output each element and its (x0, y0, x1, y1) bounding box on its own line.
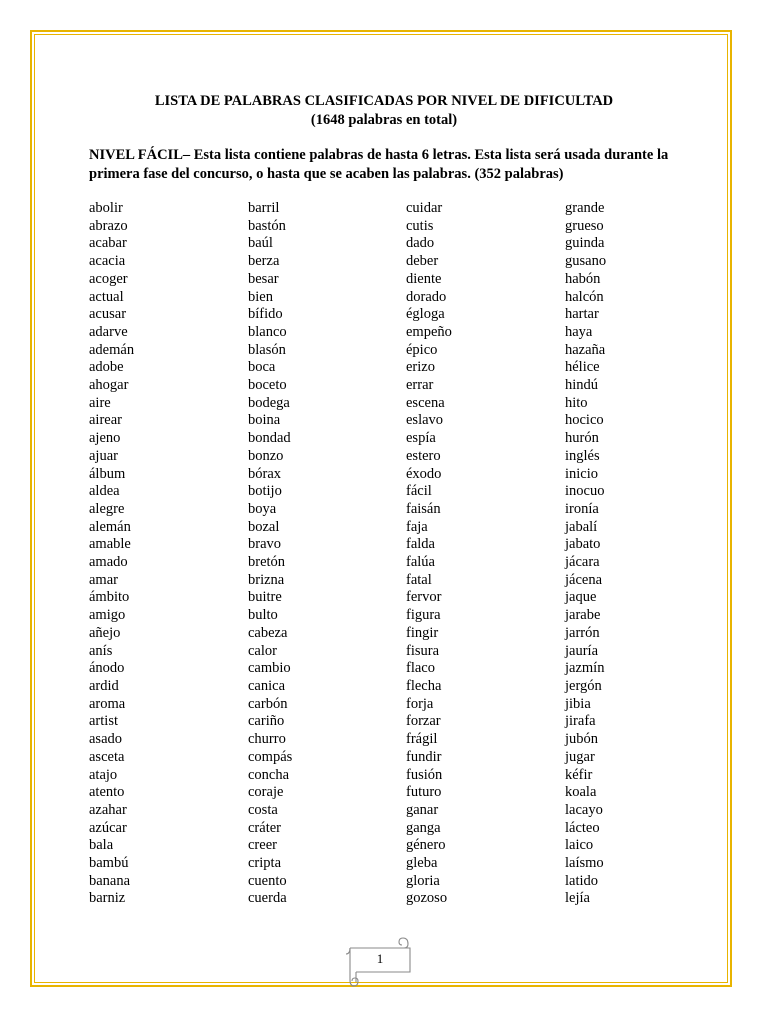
page-number: 1 (376, 951, 384, 966)
word-item: amigo (89, 607, 126, 624)
word-item: jarabe (565, 607, 601, 624)
word-item: bastón (248, 217, 286, 234)
word-item: bodega (248, 394, 290, 411)
word-item: ámbito (89, 589, 130, 606)
word-item: bravo (248, 536, 282, 553)
word-item: cambio (248, 660, 291, 677)
word-item: creer (248, 837, 277, 854)
word-item: añejo (89, 624, 121, 641)
word-item: hito (565, 394, 588, 411)
word-column-2 (248, 200, 292, 908)
word-item: falúa (406, 554, 435, 571)
word-item: lácteo (565, 819, 600, 836)
word-item: actual (89, 288, 124, 305)
word-item: égloga (406, 306, 445, 323)
word-item: guinda (565, 235, 605, 252)
word-item: banana (89, 872, 131, 889)
word-item: amado (89, 554, 128, 571)
word-item: empeño (406, 323, 452, 340)
word-item: cuerda (248, 890, 287, 907)
word-item: jaque (565, 589, 597, 606)
word-item: berza (248, 253, 280, 270)
word-item: kéfir (565, 766, 593, 783)
word-item: acabar (89, 235, 127, 252)
word-item: airear (89, 412, 122, 429)
word-item: figura (406, 607, 441, 624)
word-column-3 (406, 200, 452, 908)
word-item: jabato (565, 536, 601, 553)
word-item: flecha (406, 677, 442, 694)
word-item: calor (248, 642, 277, 659)
word-item: hindú (565, 377, 599, 394)
word-item: botijo (248, 483, 282, 500)
word-item: forja (406, 695, 434, 712)
word-item: haya (565, 323, 593, 340)
word-item: koala (565, 784, 597, 801)
word-item: escena (406, 394, 445, 411)
word-item: amar (89, 571, 118, 588)
word-item: halcón (565, 288, 604, 305)
word-item: adobe (89, 359, 124, 376)
word-item: grueso (565, 217, 604, 234)
word-item: cráter (248, 819, 281, 836)
word-item: barril (248, 200, 280, 216)
word-item: boina (248, 412, 281, 429)
word-item: cuidar (406, 200, 443, 216)
word-item: forzar (406, 713, 441, 730)
word-item: blanco (248, 323, 287, 340)
word-item: jauría (565, 642, 599, 659)
word-item: hartar (565, 306, 599, 323)
word-item: canica (248, 677, 286, 694)
word-item: jubón (565, 731, 599, 748)
word-item: asado (89, 731, 123, 748)
word-item: abrazo (89, 217, 128, 234)
word-item: blasón (248, 341, 286, 358)
word-column-1 (89, 200, 134, 908)
word-item: bala (89, 837, 114, 854)
word-item: fingir (406, 624, 439, 641)
word-item: cuento (248, 872, 287, 889)
word-item: ironía (565, 500, 599, 517)
word-item: alemán (89, 518, 131, 535)
word-item: alegre (89, 500, 125, 517)
word-item: erizo (406, 359, 435, 376)
word-item: jácara (565, 554, 600, 571)
word-item: gleba (406, 855, 438, 872)
word-item: boca (248, 359, 276, 376)
word-item: barniz (89, 890, 126, 907)
word-item: atento (89, 784, 125, 801)
word-item: dado (406, 235, 435, 252)
word-item: grande (565, 200, 605, 216)
word-item: laico (565, 837, 594, 854)
word-item: azúcar (89, 819, 127, 836)
word-item: laísmo (565, 855, 604, 872)
word-item: artist (89, 713, 118, 730)
word-item: ardid (89, 677, 119, 694)
word-item: bondad (248, 430, 291, 447)
word-item: género (406, 837, 446, 854)
word-item: acacia (89, 253, 126, 270)
word-item: cariño (248, 713, 285, 730)
word-item: inicio (565, 465, 599, 482)
word-item: buitre (248, 589, 282, 606)
word-item: bonzo (248, 447, 284, 464)
word-item: gusano (565, 253, 607, 270)
word-item: costa (248, 801, 278, 818)
word-item: cripta (248, 855, 282, 872)
word-item: cutis (406, 217, 434, 234)
word-item: futuro (406, 784, 442, 801)
word-item: asceta (89, 748, 125, 765)
word-item: ajeno (89, 430, 121, 447)
word-item: ánodo (89, 660, 125, 677)
word-item: fusión (406, 766, 443, 783)
word-item: fisura (406, 642, 440, 659)
word-item: bretón (248, 554, 286, 571)
word-item: abolir (89, 200, 123, 216)
word-item: atajo (89, 766, 118, 783)
word-column-4 (565, 200, 606, 908)
word-item: éxodo (406, 465, 442, 482)
word-item: boceto (248, 377, 287, 394)
word-item: jergón (565, 677, 602, 694)
word-item: acoger (89, 270, 128, 287)
word-item: jibia (565, 695, 591, 712)
word-item: bífido (248, 306, 283, 323)
word-item: bórax (248, 465, 282, 482)
document-subtitle: (1648 palabras en total) (310, 112, 458, 128)
word-item: ganga (406, 819, 441, 836)
word-item: fácil (406, 483, 432, 500)
word-item: hélice (565, 359, 600, 376)
word-item: fatal (406, 571, 432, 588)
word-item: faisán (406, 500, 441, 517)
word-item: carbón (248, 695, 288, 712)
word-item: cabeza (248, 624, 288, 641)
word-item: eslavo (406, 412, 444, 429)
word-item: aire (89, 394, 111, 411)
word-item: falda (406, 536, 435, 553)
word-item: aldea (89, 483, 120, 500)
word-item: jabalí (565, 518, 598, 535)
word-item: inocuo (565, 483, 605, 500)
word-item: ajuar (89, 447, 118, 464)
word-item: besar (248, 270, 279, 287)
word-item: lacayo (565, 801, 603, 818)
word-item: flaco (406, 660, 435, 677)
word-item: azahar (89, 801, 127, 818)
word-item: gozoso (406, 890, 448, 907)
document-title: LISTA DE PALABRAS CLASIFICADAS POR NIVEL DE DIFICULTAD (154, 93, 614, 109)
word-item: coraje (248, 784, 284, 801)
word-item: ademán (89, 341, 135, 358)
word-item: frágil (406, 731, 438, 748)
level-description: NIVEL FÁCIL– Esta lista contiene palabras de hasta 6 letras. Esta lista será usada durante la primera fase del concurso, o hasta que se acaben las palabras. (352 palabras) (89, 147, 669, 182)
word-item: espía (406, 430, 436, 447)
word-item: hurón (565, 430, 599, 447)
word-item: ganar (406, 801, 439, 818)
word-item: compás (248, 748, 293, 765)
word-item: latido (565, 872, 599, 889)
word-item: errar (406, 377, 434, 394)
word-item: gloria (406, 872, 440, 889)
word-item: aroma (89, 695, 126, 712)
word-item: anís (89, 642, 113, 659)
word-item: hocico (565, 412, 604, 429)
word-item: adarve (89, 323, 128, 340)
word-item: estero (406, 447, 441, 464)
word-item: dorado (406, 288, 447, 305)
word-item: faja (406, 518, 428, 535)
word-item: habón (565, 270, 601, 287)
word-item: bien (248, 288, 273, 305)
word-item: álbum (89, 465, 126, 482)
word-item: jarrón (565, 624, 600, 641)
word-item: concha (248, 766, 290, 783)
word-item: amable (89, 536, 131, 553)
word-item: hazaña (565, 341, 606, 358)
word-item: épico (406, 341, 438, 358)
word-item: fundir (406, 748, 442, 765)
word-item: lejía (565, 890, 590, 907)
word-item: jirafa (565, 713, 596, 730)
word-item: acusar (89, 306, 127, 323)
word-item: inglés (565, 447, 600, 464)
word-item: bozal (248, 518, 280, 535)
word-item: boya (248, 500, 277, 517)
word-item: jazmín (565, 660, 605, 677)
word-item: diente (406, 270, 442, 287)
word-item: ahogar (89, 377, 129, 394)
word-item: bulto (248, 607, 278, 624)
word-item: bambú (89, 855, 129, 872)
word-item: jácena (565, 571, 603, 588)
word-item: brizna (248, 571, 285, 588)
word-item: jugar (565, 748, 595, 765)
word-item: fervor (406, 589, 442, 606)
word-item: churro (248, 731, 286, 748)
word-item: baúl (248, 235, 273, 252)
word-item: deber (406, 253, 439, 270)
